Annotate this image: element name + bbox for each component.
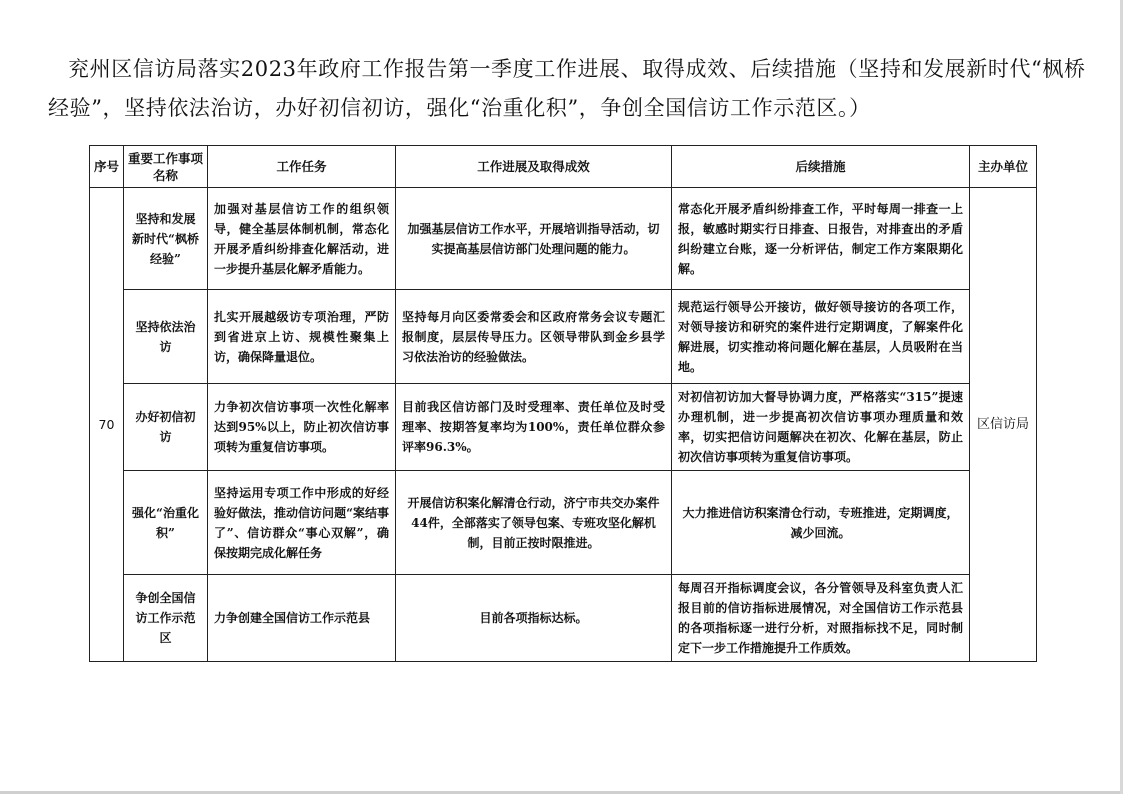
header-item: 重要工作事项名称 [124, 146, 208, 188]
progress-cell: 加强基层信访工作水平，开展培训指导活动，切实提高基层信访部门处理问题的能力。 [396, 188, 672, 290]
table-header-row [90, 146, 1037, 188]
item-name: 争创全国信访工作示范区 [124, 575, 208, 662]
header-unit: 主办单位 [970, 146, 1037, 188]
follow-cell: 常态化开展矛盾纠纷排查工作，平时每周一排查一上报，敏感时期实行日排查、日报告，对排查出的矛盾纠纷建立台账，逐一分析评估，制定工作方案限期化解。 [672, 188, 970, 290]
item-name: 坚持和发展新时代“枫桥经验” [124, 188, 208, 290]
table-row [90, 188, 1037, 290]
task-cell: 力争初次信访事项一次性化解率达到95%以上，防止初次信访事项转为重复信访事项。 [208, 384, 396, 471]
follow-cell: 对初信初访加大督导协调力度，严格落实“315”提速办理机制，进一步提高初次信访事项办理质量和效率，切实把信访问题解决在初次、化解在基层，防止初次信访事项转为重复信访事项。 [672, 384, 970, 471]
seq-number: 70 [90, 188, 124, 662]
work-progress-table [89, 145, 1037, 662]
header-seq: 序号 [90, 146, 124, 188]
table-row [90, 471, 1037, 575]
task-cell: 扎实开展越级访专项治理，严防到省进京上访、规模性聚集上访，确保降量退位。 [208, 290, 396, 384]
item-name: 坚持依法治访 [124, 290, 208, 384]
progress-cell: 目前各项指标达标。 [396, 575, 672, 662]
progress-cell: 坚持每月向区委常委会和区政府常务会议专题汇报制度，层层传导压力。区领导带队到金乡县学习依法治访的经验做法。 [396, 290, 672, 384]
table-row [90, 575, 1037, 662]
header-progress: 工作进展及取得成效 [396, 146, 672, 188]
task-cell: 加强对基层信访工作的组织领导，健全基层体制机制，常态化开展矛盾纠纷排查化解活动，进一步提升基层化解矛盾能力。 [208, 188, 396, 290]
progress-cell: 目前我区信访部门及时受理率、责任单位及时受理率、按期答复率均为100%，责任单位群众参评率96.3%。 [396, 384, 672, 471]
table-row [90, 384, 1037, 471]
progress-cell: 开展信访积案化解清仓行动，济宁市共交办案件44件，全部落实了领导包案、专班攻坚化解机制，目前正按时限推进。 [396, 471, 672, 575]
document-title: 兖州区信访局落实2023年政府工作报告第一季度工作进展、取得成效、后续措施（坚持和发展新时代“枫桥经验”，坚持依法治访，办好初信初访，强化“治重化积”，争创全国信访工作示范区。） [48, 57, 1086, 120]
host-unit: 区信访局 [970, 188, 1037, 662]
follow-cell: 规范运行领导公开接访，做好领导接访的各项工作，对领导接访和研究的案件进行定期调度，了解案件化解进展，切实推动将问题化解在基层，人员吸附在当地。 [672, 290, 970, 384]
task-cell: 力争创建全国信访工作示范县 [208, 575, 396, 662]
follow-cell: 每周召开指标调度会议，各分管领导及科室负责人汇报目前的信访指标进展情况，对全国信访工作示范县的各项指标逐一进行分析，对照指标找不足，同时制定下一步工作措施提升工作质效。 [672, 575, 970, 662]
header-follow: 后续措施 [672, 146, 970, 188]
follow-cell: 大力推进信访积案清仓行动，专班推进，定期调度，减少回流。 [672, 471, 970, 575]
item-name: 办好初信初访 [124, 384, 208, 471]
header-task: 工作任务 [208, 146, 396, 188]
task-cell: 坚持运用专项工作中形成的好经验好做法，推动信访问题“案结事了”、信访群众“事心双解”，确保按期完成化解任务 [208, 471, 396, 575]
item-name: 强化“治重化积” [124, 471, 208, 575]
table-row [90, 290, 1037, 384]
